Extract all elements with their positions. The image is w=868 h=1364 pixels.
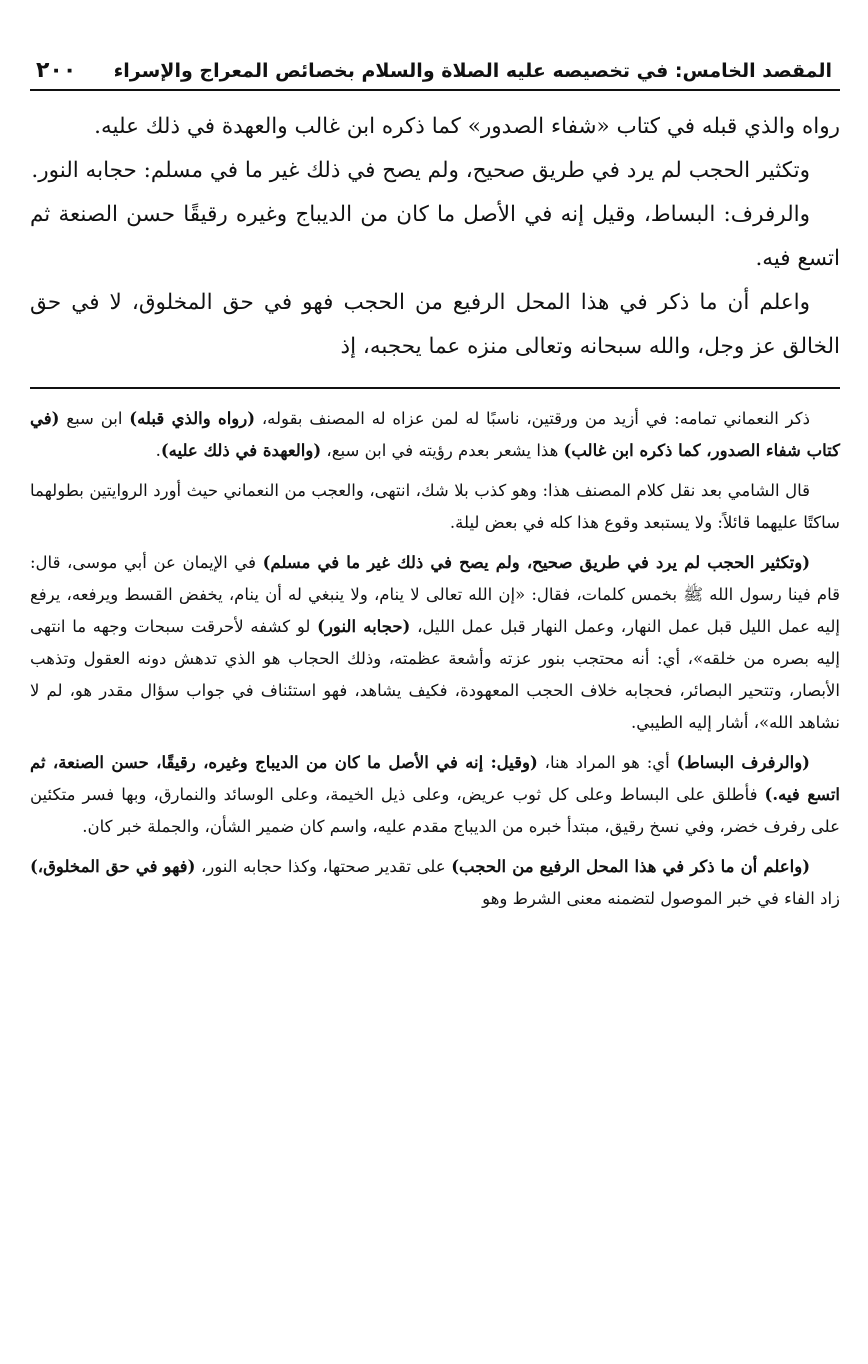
main-paragraph: والرفرف: البساط، وقيل إنه في الأصل ما كان من الديباج وغيره رقيقًا حسن الصنعة ثم اتسع فيه. xyxy=(30,202,840,271)
page-number: ٢٠٠ xyxy=(36,58,77,83)
footnote-separator xyxy=(30,387,840,389)
chapter-title: المقصد الخامس: في تخصيصه عليه الصلاة والسلام بخصائص المعراج والإسراء xyxy=(113,60,832,82)
main-paragraph: واعلم أن ما ذكر في هذا المحل الرفيع من الحجب فهو في حق المخلوق، لا في حق الخالق عز وجل، والله سبحانه وتعالى منزه عما يحجبه، إذ xyxy=(30,290,840,359)
page-header xyxy=(30,58,840,91)
commentary-paragraph: (وتكثير الحجب لم يرد في طريق صحيح، ولم يصح في ذلك غير ما في مسلم) في الإيمان عن أبي موسى، قال: قام فينا رسول الله ﷺ بخمس كلمات، فقال: «إن الله تعالى لا ينام، ولا ينبغي له أن ينام، يخفض القسط ويرفعه، يرفع إليه عمل الليل قبل عمل النهار، وعمل النهار قبل عمل الليل، (حجابه النور) لو كشفه لأحرقت سبحات وجهه ما انتهى إليه بصره من خلقه»، أي: أنه محتجب بنور عزته وأشعة عظمته، وذلك الحجاب هو الذي تدهش دونه العقول وتذهب الأبصار، وتتحير البصائر، فحجابه خلاف الحجب المعهودة، فكيف يشاهد، فهو استئناف في جواب سؤال مقدر هو، لم لا نشاهد الله»، أشار إليه الطيبي. xyxy=(30,553,840,732)
main-paragraph: رواه والذي قبله في كتاب «شفاء الصدور» كما ذكره ابن غالب والعهدة في ذلك عليه. xyxy=(94,114,840,139)
main-paragraph: وتكثير الحجب لم يرد في طريق صحيح، ولم يصح في ذلك غير ما في مسلم: حجابه النور. xyxy=(31,158,810,183)
commentary-paragraph: (والرفرف البساط) أي: هو المراد هنا، (وقيل: إنه في الأصل ما كان من الديباج وغيره، رقيقًا، حسن الصنعة، ثم اتسع فيه.) فأطلق على البساط وعلى كل ثوب عريض، وعلى ذيل الخيمة، وعلى الوسائد والنمارق، وبها فسر متكئين على رفرف خضر، وفي نسخ رقيق، مبتدأ خبره من الديباج مقدم عليه، واسم كان ضمير الشأن، والجملة خبر كان. xyxy=(30,753,841,836)
commentary-paragraph: ذكر النعماني تمامه: في أزيد من ورقتين، ناسبًا له لمن عزاه له المصنف بقوله، (رواه والذي قبله) ابن سبع (في كتاب شفاء الصدور، كما ذكره ابن غالب) هذا يشعر بعدم رؤيته في ابن سبع، (والعهدة في ذلك عليه). xyxy=(30,409,840,460)
commentary-paragraph: (واعلم أن ما ذكر في هذا المحل الرفيع من الحجب) على تقدير صحتها، وكذا حجابه النور، (فهو في حق المخلوق،) زاد الفاء في خبر الموصول لتضمنه معنى الشرط وهو xyxy=(30,857,840,908)
commentary-paragraph: قال الشامي بعد نقل كلام المصنف هذا: وهو كذب بلا شك، انتهى، والعجب من النعماني حيث أورد الروايتين بطولهما ساكتًا عليهما قائلاً: ولا يستبعد وقوع هذا كله في بعض ليلة. xyxy=(30,481,840,532)
commentary xyxy=(30,403,840,915)
main-text xyxy=(30,105,840,369)
